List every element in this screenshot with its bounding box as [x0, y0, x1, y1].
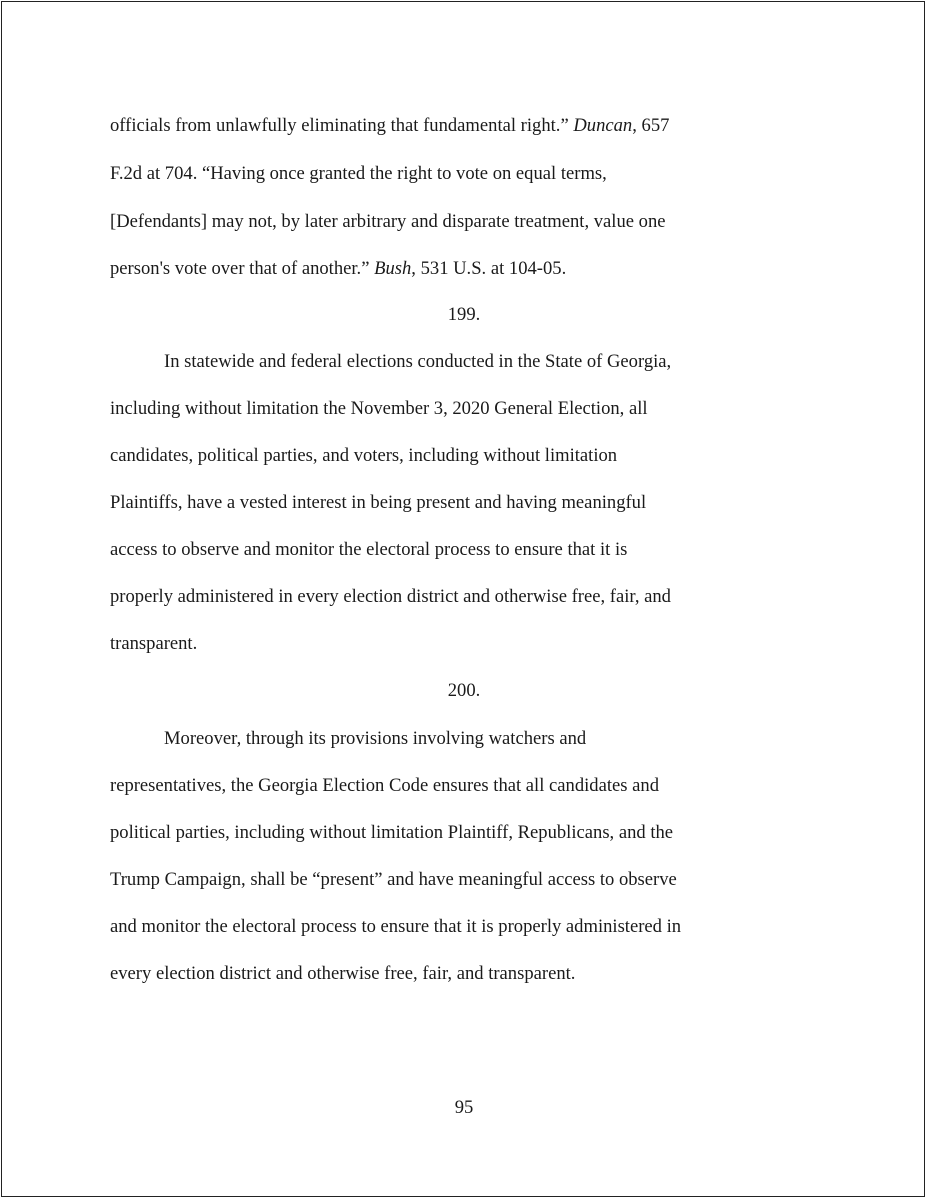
text-line: [Defendants] may not, by later arbitrary and disparate treatment, value one	[110, 211, 666, 232]
text-line: Trump Campaign, shall be “present” and have meaningful access to observe	[110, 869, 677, 890]
text-span: , 657	[632, 115, 670, 136]
text-line: and monitor the electoral process to ensure that it is properly administered in	[110, 916, 682, 937]
text-span: officials from unlawfully eliminating that fundamental right.”	[110, 115, 574, 136]
text-line: properly administered in every election district and otherwise free, fair, and	[110, 586, 671, 607]
page-number: 95	[454, 1097, 474, 1118]
text-line: Plaintiffs, have a vested interest in being present and having meaningful	[110, 492, 647, 513]
text-line: including without limitation the November 3, 2020 General Election, all	[110, 398, 648, 419]
text-line	[110, 260, 566, 279]
text-line: candidates, political parties, and voters, including without limitation	[110, 445, 618, 466]
text-line: political parties, including without limitation Plaintiff, Republicans, and the	[110, 822, 674, 843]
text-span: person's vote over that of another.”	[110, 258, 375, 279]
text-span: , 531 U.S. at 104-05.	[411, 258, 567, 279]
text-line: access to observe and monitor the electoral process to ensure that it is	[110, 539, 628, 560]
case-citation: Bush	[374, 258, 412, 279]
paragraph-number: 200.	[447, 680, 481, 701]
text-line	[110, 117, 669, 136]
case-citation: Duncan	[573, 115, 633, 136]
text-line: Moreover, through its provisions involving watchers and	[164, 728, 587, 749]
paragraph-number: 199.	[447, 304, 481, 325]
text-line: In statewide and federal elections conducted in the State of Georgia,	[164, 351, 672, 372]
text-line: every election district and otherwise free, fair, and transparent.	[110, 963, 576, 984]
text-line: representatives, the Georgia Election Code ensures that all candidates and	[110, 775, 660, 796]
text-line: transparent.	[110, 633, 198, 654]
text-line: F.2d at 704. “Having once granted the right to vote on equal terms,	[110, 163, 607, 184]
